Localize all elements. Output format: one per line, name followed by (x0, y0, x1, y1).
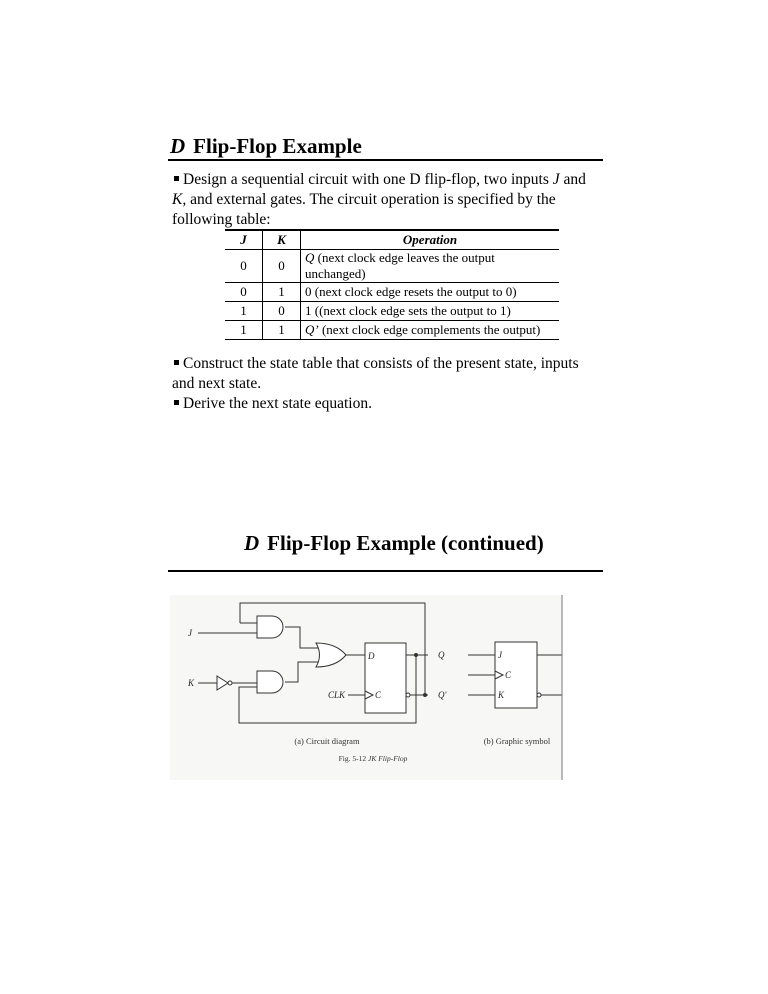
cell-j: 0 (225, 250, 263, 283)
cell-k: 0 (263, 302, 301, 321)
intro-and: and (559, 171, 586, 188)
bullet-icon (174, 176, 179, 181)
title-text: Flip-Flop Example (continued) (267, 531, 544, 555)
step-item (172, 354, 602, 394)
label-c: C (375, 690, 382, 700)
label-clk: CLK (328, 690, 346, 700)
figure-name: JK Flip-Flop (368, 754, 408, 763)
figure-number: Fig. 5-12 (338, 754, 369, 763)
junction-dot (423, 693, 427, 697)
op-symbol: Q (305, 250, 315, 265)
cell-operation: 0 (next clock edge resets the output to 0) (301, 283, 560, 302)
title-rule (168, 570, 603, 572)
title-variable: D (244, 531, 260, 555)
title-rule (168, 159, 603, 161)
cell-operation (301, 321, 560, 340)
symbol-qn-bubble (537, 693, 541, 697)
bullet-icon (174, 400, 179, 405)
table-row (225, 321, 559, 340)
step-text: Derive the next state equation. (183, 395, 372, 412)
op-symbol: Q’ (305, 322, 319, 337)
label-j: J (188, 628, 192, 638)
var-j: J (552, 171, 560, 188)
step-item (172, 394, 602, 414)
symbol-label-k: K (498, 690, 505, 700)
header-operation: Operation (301, 230, 560, 250)
header-k: K (263, 230, 301, 250)
table-row (225, 302, 559, 321)
cell-k: 1 (263, 283, 301, 302)
label-q: Q (438, 650, 445, 660)
steps-paragraph (172, 354, 602, 414)
cell-k: 1 (263, 321, 301, 340)
caption-circuit-diagram: (a) Circuit diagram (294, 736, 360, 746)
slide1-title (170, 134, 362, 159)
table-header (225, 230, 559, 250)
intro-text: Design a sequential circuit with one D flip-flop, two inputs (183, 171, 553, 188)
cell-j: 1 (225, 302, 263, 321)
symbol-label-c: C (505, 670, 512, 680)
header-j: J (225, 230, 263, 250)
cell-j: 1 (225, 321, 263, 340)
bullet-icon (174, 360, 179, 365)
junction-dot (414, 653, 418, 657)
label-qn: Q' (438, 690, 447, 700)
label-k: K (188, 678, 195, 688)
caption-graphic-symbol: (b) Graphic symbol (483, 736, 551, 746)
qn-bubble (406, 693, 410, 697)
jk-flipflop-figure (170, 595, 580, 780)
step-text: Construct the state table that consists of the present state, inputs and next state. (172, 355, 579, 392)
figure-caption (339, 754, 408, 763)
title-text: Flip-Flop Example (193, 134, 362, 158)
var-k: K, (172, 191, 187, 208)
slide2-title (244, 531, 544, 556)
and-gate-2 (257, 671, 283, 693)
table-row (225, 283, 559, 302)
symbol-label-j: J (498, 650, 502, 660)
cell-j: 0 (225, 283, 263, 302)
table-row (225, 250, 559, 283)
op-text: (next clock edge leaves the output unchanged) (305, 250, 495, 281)
intro-rest: and external gates. The circuit operation is specified by the following table: (172, 191, 556, 228)
cell-k: 0 (263, 250, 301, 283)
op-text: (next clock edge complements the output) (318, 322, 541, 337)
and-gate-1 (257, 616, 283, 638)
label-d: D (368, 651, 375, 661)
cell-operation (301, 250, 560, 283)
title-variable: D (170, 134, 186, 158)
inverter-bubble (228, 681, 232, 685)
cell-operation: 1 ((next clock edge sets the output to 1) (301, 302, 560, 321)
operation-table (225, 229, 559, 340)
intro-paragraph (172, 170, 602, 230)
